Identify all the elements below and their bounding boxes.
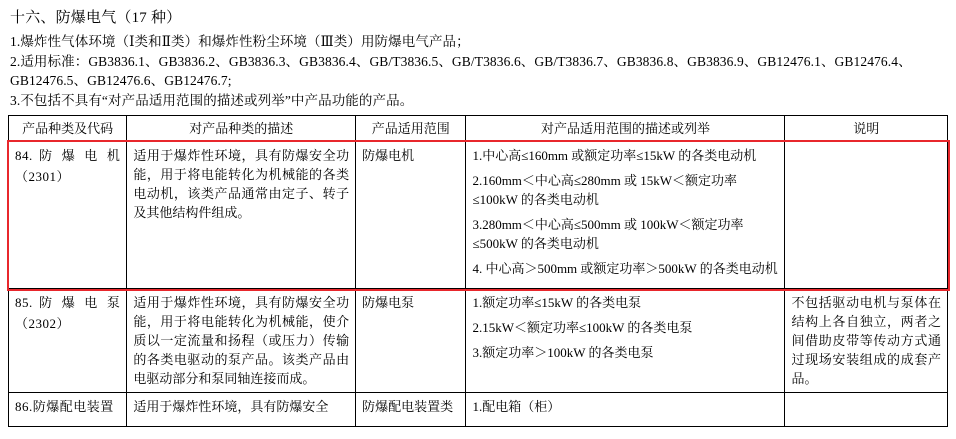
table-header-row [9, 116, 948, 142]
product-code-line-1: 86.防爆配电装置 [15, 399, 114, 414]
cell-type-description: 适用于爆炸性环境，具有防爆安全功能，用于将电能转化为机械能的各类电动机，该类产品通常由定子、转子及其他结构件组成。 [127, 142, 356, 289]
cell-scope: 防爆配电装置类 [356, 393, 466, 427]
column-header-scope-desc: 对产品适用范围的描述或列举 [466, 116, 785, 142]
cell-remark: 不包括驱动电机与泵体在结构上各自独立，两者之间借助皮带等传动方式通过现场安装组成的成套产品。 [785, 289, 948, 393]
product-code-line-2: （2302） [15, 316, 71, 331]
scope-item: 1.中心高≤160mm 或额定功率≤15kW 的各类电动机 [472, 148, 757, 163]
cell-product-code [9, 393, 127, 427]
scope-item: 3.280mm＜中心高≤500mm 或 100kW＜额定功率≤500kW 的各类电动机 [472, 217, 744, 251]
column-header-type-desc: 对产品种类的描述 [127, 116, 356, 142]
cell-scope: 防爆电机 [356, 142, 466, 289]
scope-item: 4. 中心高＞500mm 或额定功率＞500kW 的各类电动机 [472, 261, 778, 276]
cell-product-code [9, 289, 127, 393]
product-code-line-2: （2301） [15, 169, 71, 184]
scope-item: 1.额定功率≤15kW 的各类电泵 [472, 295, 642, 310]
table-row [9, 142, 948, 289]
cell-type-description: 适用于爆炸性环境，具有防爆安全 [127, 393, 356, 427]
cell-remark [785, 142, 948, 289]
cell-scope: 防爆电泵 [356, 289, 466, 393]
cell-remark [785, 393, 948, 427]
page-title: 十六、防爆电气（17 种） [10, 10, 182, 26]
column-header-code: 产品种类及代码 [9, 116, 127, 142]
product-code-line-1: 84. 防 爆 电 机 [15, 148, 121, 163]
product-catalog-table [8, 115, 948, 427]
column-header-remark: 说明 [785, 116, 948, 142]
note-line-1: 1.爆炸性气体环境（Ⅰ类和Ⅱ类）和爆炸性粉尘环境（Ⅲ类）用防爆电气产品； [10, 34, 470, 49]
note-line-2: 2.适用标准：GB3836.1、GB3836.2、GB3836.3、GB3836.4、GB/T3836.5、GB/T3836.6、GB/T3836.7、GB3836.8、GB3836.9、GB12476.1、GB12476.4、GB12476.5、GB12476.6、GB12476.7; [10, 53, 912, 88]
cell-type-description: 适用于爆炸性环境，具有防爆安全功能，用于将电能转化为机械能，使介质以一定流量和扬程（或压力）传输的各类电驱动的泵产品。该类产品由电驱动部分和泵同轴连接而成。 [127, 289, 356, 393]
cell-scope-description [466, 289, 785, 393]
product-code-line-1: 85. 防 爆 电 泵 [15, 295, 121, 310]
column-header-scope: 产品适用范围 [356, 116, 466, 142]
scope-item: 3.额定功率＞100kW 的各类电泵 [472, 345, 654, 360]
scope-item: 2.160mm＜中心高≤280mm 或 15kW＜额定功率≤100kW 的各类电动机 [472, 173, 738, 207]
scope-item: 1.配电箱（柜） [472, 399, 561, 414]
table-row [9, 289, 948, 393]
scope-item: 2.15kW＜额定功率≤100kW 的各类电泵 [472, 320, 693, 335]
cell-scope-description [466, 142, 785, 289]
note-line-3: 3.不包括不具有“对产品适用范围的描述或列举”中产品功能的产品。 [10, 92, 414, 108]
cell-scope-description [466, 393, 785, 427]
cell-product-code [9, 142, 127, 289]
table-row [9, 393, 948, 427]
